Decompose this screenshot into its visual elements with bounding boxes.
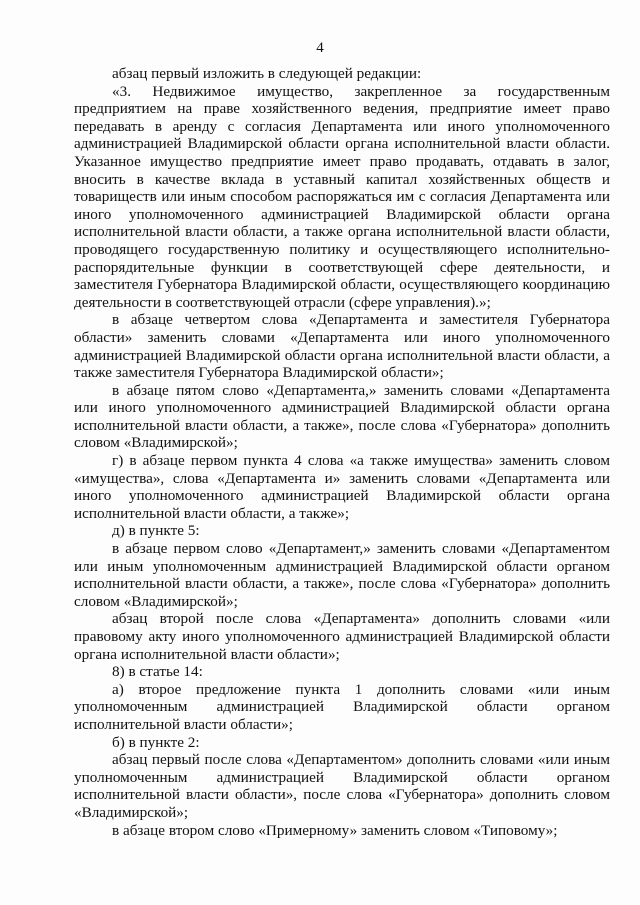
paragraph-fourth-abzac: в абзаце четвертом слова «Департамента и заместителя Губернатора области» заменить словами «Департамента или иного уполномоченного администрацией Владимирской области органа исполнительной власти области, а также заместителя Губернатора Владимирской области»; xyxy=(74,311,610,382)
paragraph-item-b-first: абзац первый после слова «Департаментом» дополнить словами «или иным уполномоченным администрацией Владимирской области органом исполнительной власти области», после слова «Губернатора» дополнить словом «Владимирской»; xyxy=(74,751,610,821)
paragraph-article-14: 8) в статье 14: xyxy=(112,663,203,681)
paragraph-item-d-second: абзац второй после слова «Департамента» дополнить словами «или правовому акту иного уполномоченного администрацией Владимирской области органа исполнительной власти области»; xyxy=(74,610,610,663)
paragraph-intro: абзац первый изложить в следующей редакции: xyxy=(112,65,422,82)
paragraph-item-b-second: в абзаце втором слово «Примерному» заменить словом «Типовому»; xyxy=(112,821,558,839)
paragraph-item-d-first: в абзаце первом слово «Департамент,» заменить словами «Департаментом или иным уполномоченным администрацией Владимирской области органом исполнительной власти области, а также», после слова «Губернатора» дополнить словом «Владимирской»; xyxy=(74,540,610,610)
paragraph-item-d: д) в пункте 5: xyxy=(112,522,200,540)
paragraph-item-b: б) в пункте 2: xyxy=(112,733,200,751)
paragraph-item-3-quote: «3. Недвижимое имущество, закрепленное за государственным предприятием на праве хозяйственного ведения, предприятие имеет право передавать в аренду с согласия Департамента или иного уполномоченного администрацией Владимирской области органа исполнительной власти области. Указанное имущество предприятие имеет право продавать, отдавать в залог, вносить в качестве вклада в уставный капитал хозяйственных обществ и товариществ или иным способом распоряжаться им с согласия Департамента или иного уполномоченного администрацией Владимирской области органа исполнительной власти области, а также органа исполнительной власти области, проводящего государственную политику и осуществляющего исполнительно-распорядительные функции в соответствующей сфере деятельности, и заместителя Губернатора Владимирской области, осуществляющего координацию деятельности в соответствующей отрасли (сфере управления).»; xyxy=(74,82,610,311)
paragraph-fifth-abzac: в абзаце пятом слово «Департамента,» заменить словами «Департамента или иного уполномоченного администрацией Владимирской области органа исполнительной власти области, а также», после слова «Губернатора» дополнить словом «Владимирской»; xyxy=(74,381,610,452)
page-number: 4 xyxy=(316,40,324,56)
paragraph-item-g: г) в абзаце первом пункта 4 слова «а также имущества» заменить словом «имущества», слова «Департамента и» заменить словами «Департамента или иного уполномоченного администрацией Владимирской области органа исполнительной власти области, а также»; xyxy=(74,452,610,522)
paragraph-item-a: а) второе предложение пункта 1 дополнить словами «или иным уполномоченным администрацией Владимирской области органом исполнительной власти области»; xyxy=(74,680,610,733)
document-body xyxy=(74,65,610,839)
